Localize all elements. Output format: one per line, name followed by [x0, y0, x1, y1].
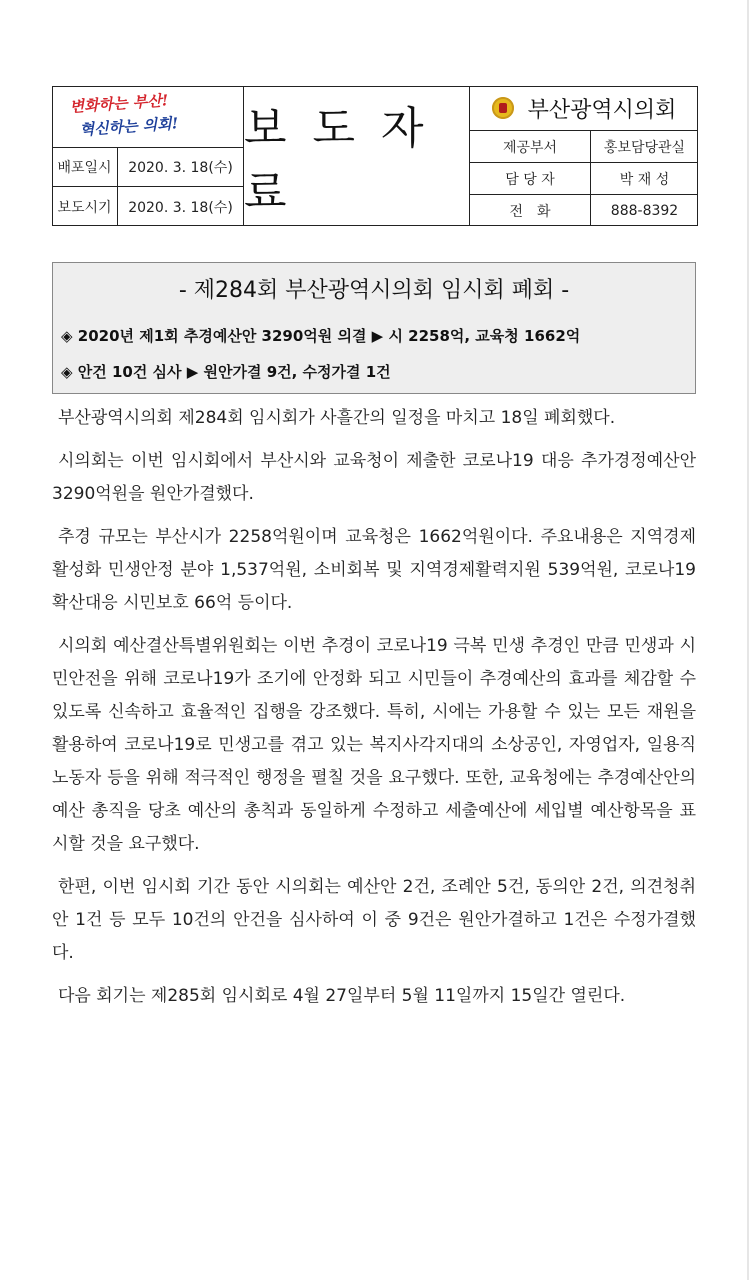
paragraph: 시의회는 이번 임시회에서 부산시와 교육청이 제출한 코로나19 대응 추가경정예산안 3290억원을 원안가결했다.: [52, 451, 696, 504]
paragraph: 한편, 이번 임시회 기간 동안 시의회는 예산안 2건, 조례안 5건, 동의안 2건, 의견청취안 1건 등 모두 10건의 안건을 심사하여 이 중 9건은 원안가결하고 1건은 수정가결했다.: [52, 877, 696, 963]
paragraph: 시의회 예산결산특별위원회는 이번 추경이 코로나19 극복 민생 추경인 만큼 민생과 시민안전을 위해 코로나19가 조기에 안정화 되고 시민들이 추경예산의 효과를 체감할 수 있도록 신속하고 효율적인 집행을 강조했다. 특히, 시에는 가용할 수 있는 모든 재원을 활용하여 코로나19로 민생고를 겪고 있는 복지사각지대의 소상공인, 자영업자, 일용직 노동자 등을 위해 적극적인 행정을 펼칠 것을 요구했다. 또한, 교육청에는 추경예산안의 예산 총직을 당초 예산의 총칙과 동일하게 수정하고 세출예산에 세입별 예산항목을 표시할 것을 요구했다.: [52, 636, 696, 854]
council-name: 부산광역시의회: [527, 97, 677, 123]
dept-label: 제공부서: [502, 139, 558, 156]
report-value: 2020. 3. 18(수): [128, 199, 233, 216]
slogan-line1: 변화하는 부산!: [69, 92, 169, 116]
paragraph: 추경 규모는 부산시가 2258억원이며 교육청은 1662억원이다. 주요내용은 지역경제활성화 민생안정 분야 1,537억원, 소비회복 및 지역경제활력지원 539억원, 코로나19 확산대응 시민보호 66억 등이다.: [52, 527, 696, 613]
dept-value: 홍보담당관실: [603, 139, 686, 156]
release-value: 2020. 3. 18(수): [128, 160, 233, 176]
council-emblem-icon: [492, 97, 514, 119]
report-label: 보도시기: [57, 199, 112, 216]
summary-box: [52, 262, 696, 394]
slogan-logo: [60, 92, 240, 144]
person-label: 담 당 자: [505, 171, 555, 188]
doc-type-title: 보 도 자 료: [244, 103, 430, 218]
paragraph: 부산광역시의회 제284회 임시회가 사흘간의 일정을 마치고 18일 폐회했다.: [58, 408, 616, 428]
phone-label: 전 화: [509, 203, 551, 220]
summary-line-budget: ◈ 2020년 제1회 추경예산안 3290억원 의결 ▶ 시 2258억, 교육청 1662억: [61, 327, 581, 345]
release-label: 배포일시: [57, 160, 112, 176]
paragraph: 다음 회기는 제285회 임시회로 4월 27일부터 5월 11일까지 15일간 열린다.: [58, 986, 626, 1006]
council-name-cell: [470, 86, 698, 130]
summary-title: - 제284회 부산광역시의회 임시회 폐회 -: [178, 278, 570, 303]
article-body: [52, 402, 696, 1023]
person-value: 박 재 성: [619, 171, 670, 188]
slogan-line2: 혁신하는 의회!: [79, 114, 179, 139]
summary-line-agenda: ◈ 안건 10건 심사 ▶ 원안가결 9건, 수정가결 1건: [61, 363, 391, 381]
phone-value: 888-8392: [610, 202, 679, 219]
